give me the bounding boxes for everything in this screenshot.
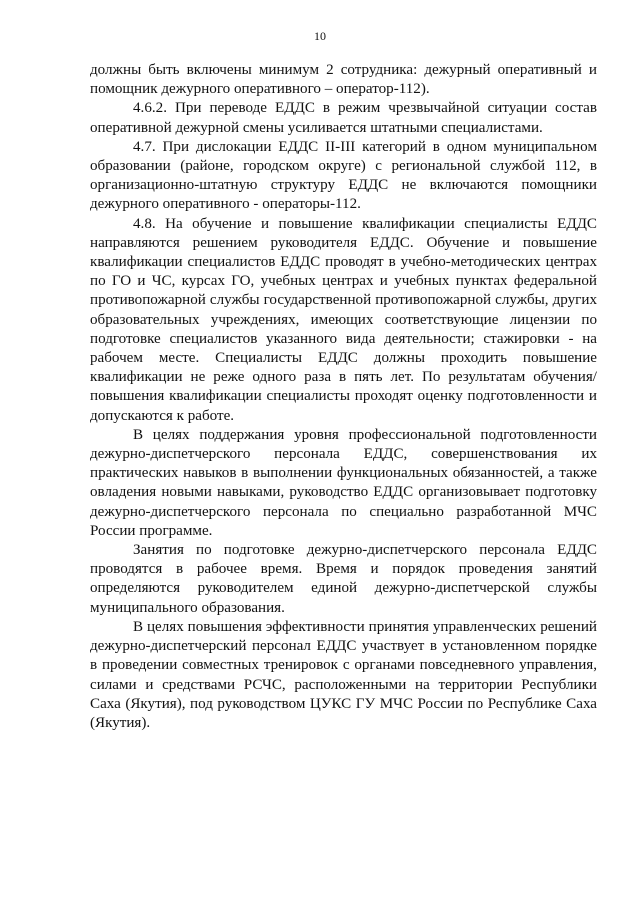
paragraph-joint-exercises: В целях повышения эффективности принятия управленческих решений дежурно-диспетчерский персонал ЕДДС участвует в установленном порядке в проведении совместных тренировок с органами повседневного управления, силами и средствами РСЧС, расположенными на территории Республики Саха (Якутия), под руководством ЦУКС ГУ МЧС России по Республике Саха (Якутия). — [90, 618, 597, 731]
paragraph-continuation: должны быть включены минимум 2 сотрудника: дежурный оперативный и помощник дежурного оперативного – оператор-112). — [90, 62, 597, 98]
document-body — [90, 61, 597, 733]
paragraph-4-8: 4.8. На обучение и повышение квалификации специалисты ЕДДС направляются решением руководителя ЕДДС. Обучение и повышение квалификации специалистов ЕДДС проводят в учебно-методических центрах по ГО и ЧС, курсах ГО, учебных центрах и учебных пунктах федеральной противопожарной службы государственной противопожарной службы, других образовательных учреждениях, имеющих соответствующие лицензии по подготовке специалистов указанного вида деятельности; стажировки - на рабочем месте. Специалисты ЕДДС должны проходить повышение квалификации не реже одного раза в пять лет. По результатам обучения/повышения квалификации специалисты проходят оценку подготовленности и допускаются к работе. — [90, 215, 597, 424]
paragraph-training-goals: В целях поддержания уровня профессиональной подготовленности дежурно-диспетчерского персонала ЕДДС, совершенствования их практических навыков в выполнении функциональных обязанностей, а также овладения новыми навыками, руководство ЕДДС организовывает подготовку дежурно-диспетчерского персонала по специально разработанной МЧС России программе. — [90, 426, 597, 539]
page-number: 10 — [314, 29, 326, 43]
paragraph-4-6-2: 4.6.2. При переводе ЕДДС в режим чрезвычайной ситуации состав оперативной дежурной смены усиливается штатными специалистами. — [90, 100, 597, 136]
paragraph-4-7: 4.7. При дислокации ЕДДС II-III категорий в одном муниципальном образовании (районе, городском округе) с региональной службой 112, в организационно-штатную структуру ЕДДС не включаются помощники дежурного оперативного - операторы-112. — [90, 138, 597, 213]
paragraph-training-schedule: Занятия по подготовке дежурно-диспетчерского персонала ЕДДС проводятся в рабочее время. Время и порядок проведения занятий определяются руководителем единой дежурно-диспетчерской службы муниципального образования. — [90, 542, 597, 616]
